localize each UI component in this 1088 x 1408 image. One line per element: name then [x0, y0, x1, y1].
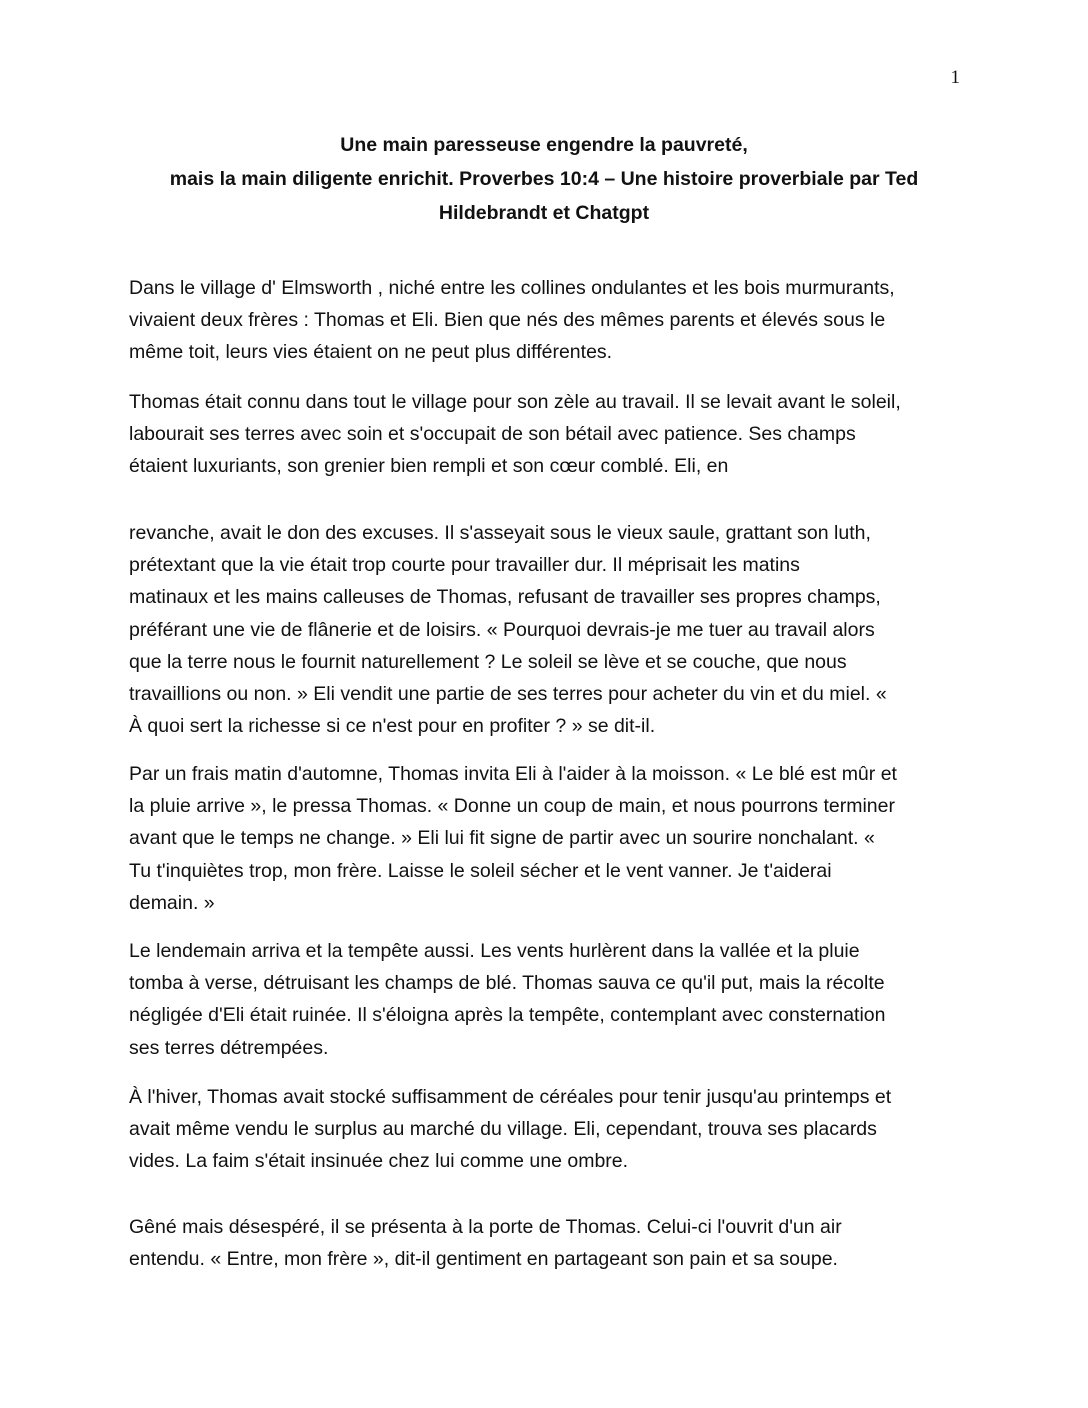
text-line: Gêné mais désespéré, il se présenta à la porte de Thomas. Celui-ci l'ouvrit d'un air — [129, 1216, 842, 1238]
title-line: Hildebrandt et Chatgpt — [438, 202, 650, 224]
text-line: labourait ses terres avec soin et s'occupait de son bétail avec patience. Ses champs — [129, 423, 856, 446]
text-line: Thomas était connu dans tout le village pour son zèle au travail. Il se levait avant le soleil, — [129, 391, 901, 413]
text-line: demain. » — [129, 891, 215, 914]
text-line: matinaux et les mains calleuses de Thomas, refusant de travailler ses propres champs, — [129, 586, 881, 609]
text-line: préférant une vie de flânerie et de loisirs. « Pourquoi devrais-je me tuer au travail alors — [129, 618, 875, 641]
paragraph-6 — [129, 1081, 969, 1178]
text-line: Tu t'inquiètes trop, mon frère. Laisse le soleil sécher et le vent vanner. Je t'aiderai — [129, 859, 832, 882]
text-line: avait même vendu le surplus au marché du village. Eli, cependant, trouva ses placards — [129, 1118, 877, 1141]
text-line: tomba à verse, détruisant les champs de blé. Thomas sauva ce qu'il put, mais la récolte — [129, 972, 885, 995]
text-line: À l'hiver, Thomas avait stocké suffisamment de céréales pour tenir jusqu'au printemps et — [129, 1086, 892, 1108]
text-line: que la terre nous le fournit naturellement ? Le soleil se lève et se couche, que nous — [129, 650, 847, 673]
text-line: avant que le temps ne change. » Eli lui fit signe de partir avec un sourire nonchalant. « — [129, 827, 875, 850]
text-line: Le lendemain arriva et la tempête aussi. Les vents hurlèrent dans la vallée et la pluie — [129, 940, 860, 962]
page-number: 1 — [950, 67, 960, 88]
paragraph-5 — [129, 935, 969, 1064]
text-line: À quoi sert la richesse si ce n'est pour en profiter ? » se dit-il. — [129, 715, 656, 738]
text-line: Par un frais matin d'automne, Thomas invita Eli à l'aider à la moisson. « Le blé est mûr et — [129, 763, 897, 785]
text-line: revanche, avait le don des excuses. Il s'asseyait sous le vieux saule, grattant son luth, — [129, 522, 871, 544]
text-line: entendu. « Entre, mon frère », dit-il gentiment en partageant son pain et sa soupe. — [129, 1248, 838, 1271]
title-line: Une main paresseuse engendre la pauvreté, — [340, 134, 748, 156]
paragraph-7 — [129, 1211, 969, 1275]
text-line: Dans le village d' Elmsworth , niché entre les collines ondulantes et les bois murmurants, — [129, 277, 895, 299]
text-line: prétextant que la vie était trop courte pour travailler dur. Il méprisait les matins — [129, 554, 800, 577]
title-line: mais la main diligente enrichit. Proverbes 10:4 – Une histoire proverbiale par Ted — [169, 168, 919, 190]
text-line: vides. La faim s'était insinuée chez lui comme une ombre. — [129, 1150, 629, 1173]
text-line: négligée d'Eli était ruinée. Il s'éloigna après la tempête, contemplant avec consternation — [129, 1004, 886, 1027]
paragraph-4 — [129, 758, 969, 919]
text-line: étaient luxuriants, son grenier bien rempli et son cœur comblé. Eli, en — [129, 455, 729, 478]
document-title — [130, 128, 958, 230]
text-line: ses terres détrempées. — [129, 1036, 329, 1059]
text-line: travaillions ou non. » Eli vendit une partie de ses terres pour acheter du vin et du miel. « — [129, 683, 887, 706]
text-line: la pluie arrive », le pressa Thomas. « Donne un coup de main, et nous pourrons terminer — [129, 795, 895, 818]
paragraph-2 — [129, 386, 969, 483]
paragraph-1 — [129, 272, 969, 369]
text-line: vivaient deux frères : Thomas et Eli. Bien que nés des mêmes parents et élevés sous le — [129, 309, 886, 332]
text-line: même toit, leurs vies étaient on ne peut plus différentes. — [129, 341, 613, 364]
paragraph-3 — [129, 517, 969, 742]
